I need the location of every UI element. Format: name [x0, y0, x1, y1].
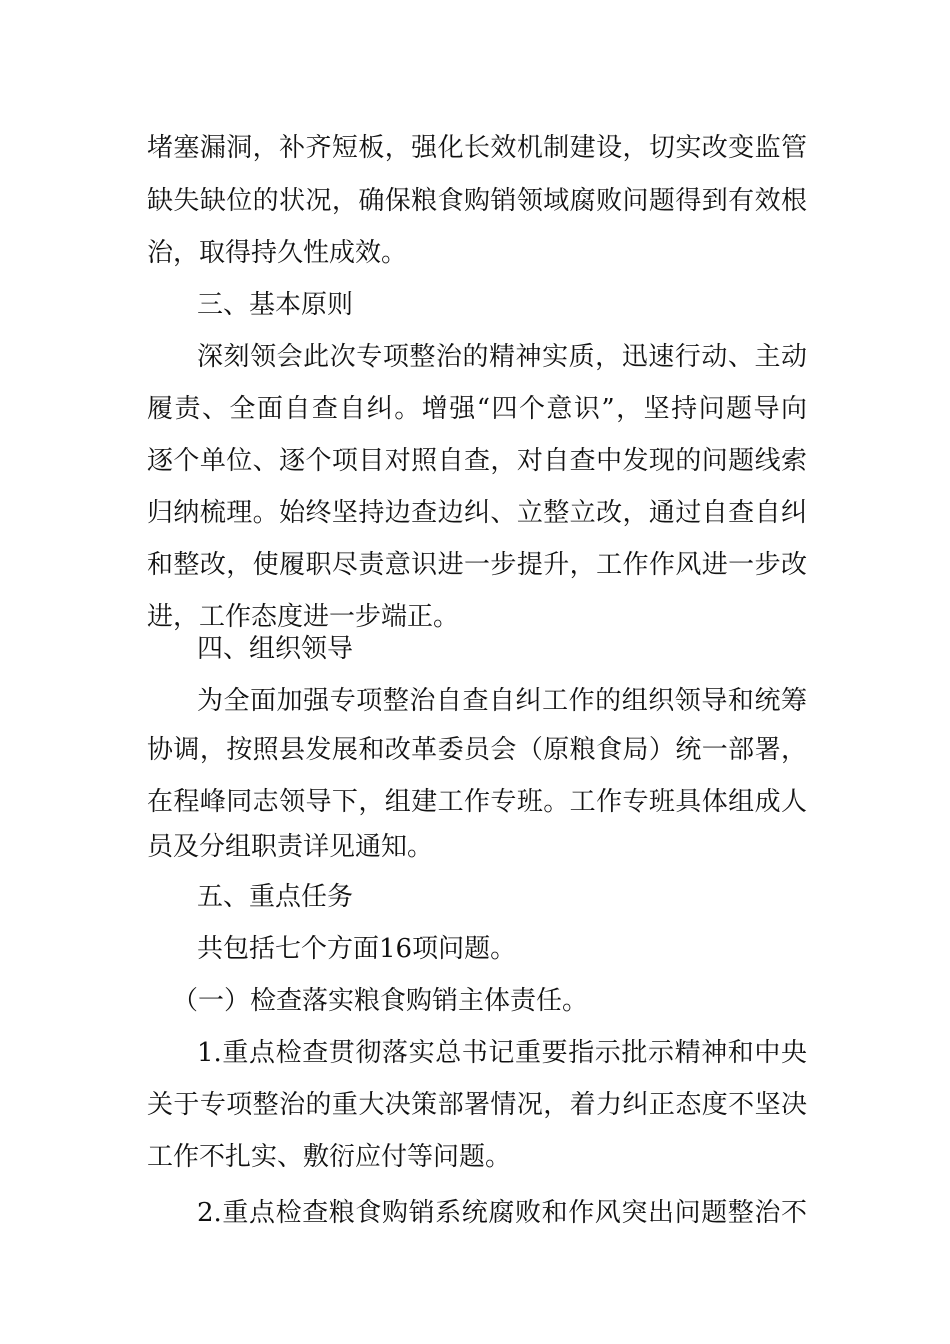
paragraph-line: 和整改，使履职尽责意识进一步提升，工作作风进一步改 — [147, 550, 807, 580]
paragraph-line: 进，工作态度进一步端正。 — [147, 602, 460, 632]
paragraph-line: 关于专项整治的重大决策部署情况，着力纠正态度不坚决 — [147, 1090, 807, 1120]
paragraph-line: 治，取得持久性成效。 — [147, 238, 408, 268]
paragraph-line: 工作不扎实、敷衍应付等问题。 — [147, 1142, 512, 1172]
section-heading: 五、重点任务 — [197, 882, 354, 912]
section-heading: 四、组织领导 — [197, 634, 354, 664]
paragraph-line: 深刻领会此次专项整治的精神实质，迅速行动、主动 — [197, 342, 807, 372]
paragraph-line: 归纳梳理。始终坚持边查边纠、立整立改，通过自查自纠 — [147, 498, 807, 528]
section-heading: 三、基本原则 — [197, 290, 354, 320]
paragraph-line: 2.重点检查粮食购销系统腐败和作风突出问题整治不 — [197, 1198, 807, 1228]
paragraph-line: 1.重点检查贯彻落实总书记重要指示批示精神和中央 — [197, 1038, 807, 1068]
paragraph-line: 员及分组职责详见通知。 — [147, 832, 434, 862]
paragraph-line: 堵塞漏洞，补齐短板，强化长效机制建设，切实改变监管 — [147, 133, 807, 163]
paragraph-line: 协调，按照县发展和改革委员会（原粮食局）统一部署， — [147, 735, 807, 765]
paragraph-line: 共包括七个方面16项问题。 — [197, 934, 517, 964]
subsection-heading: （一）检查落实粮食购销主体责任。 — [172, 986, 589, 1016]
paragraph-line: 缺失缺位的状况，确保粮食购销领域腐败问题得到有效根 — [147, 186, 807, 216]
paragraph-line: 在程峰同志领导下，组建工作专班。工作专班具体组成人 — [147, 787, 807, 817]
paragraph-line: 逐个单位、逐个项目对照自查，对自查中发现的问题线索 — [147, 446, 807, 476]
paragraph-line: 为全面加强专项整治自查自纠工作的组织领导和统筹 — [197, 686, 807, 716]
paragraph-line: 履责、全面自查自纠。增强“四个意识”，坚持问题导向 — [147, 394, 807, 424]
